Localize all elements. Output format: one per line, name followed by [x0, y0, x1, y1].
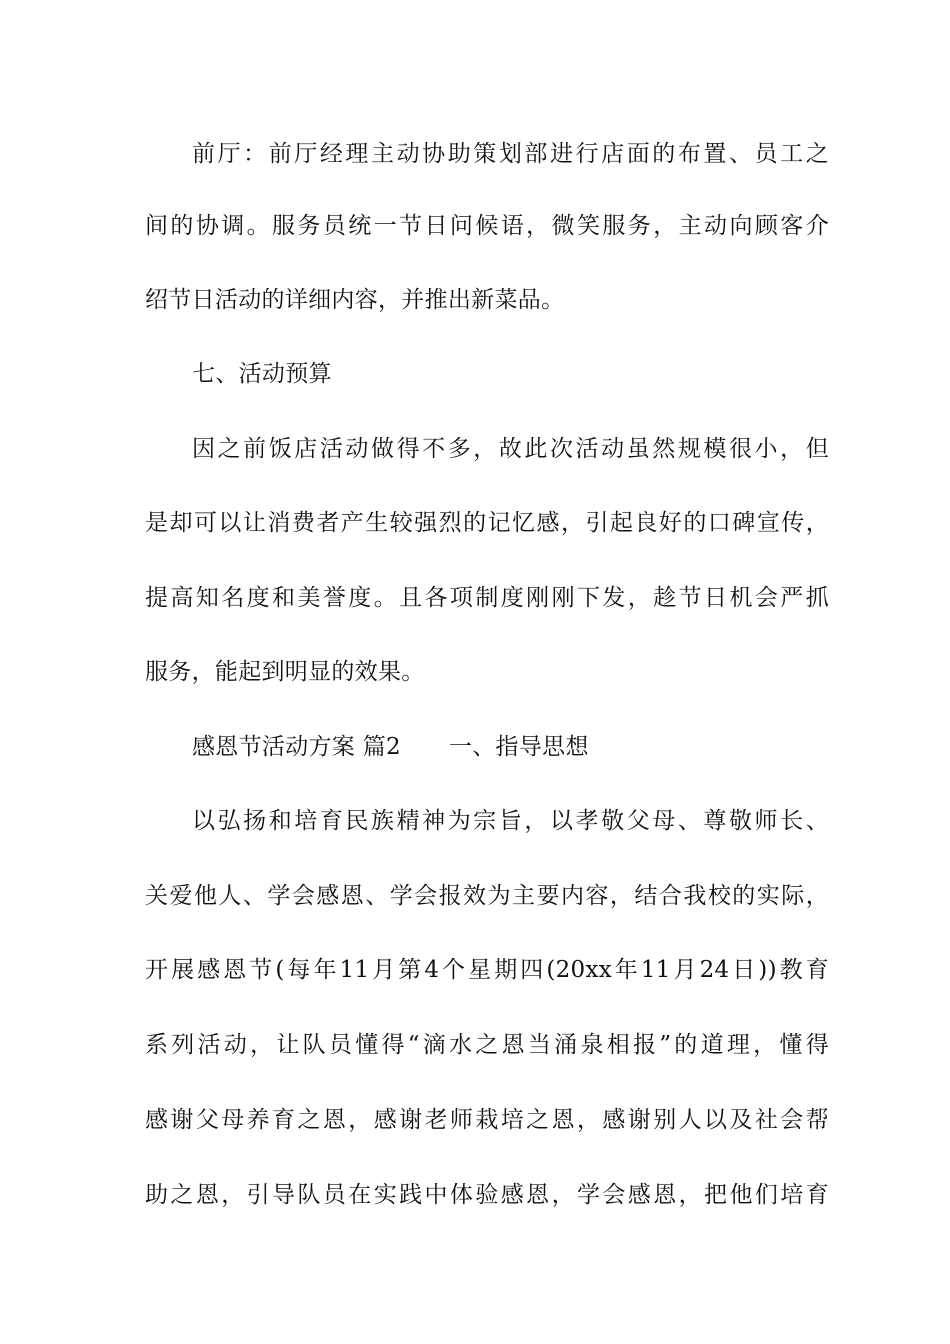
paragraph-ideology-line-5: 感谢父母养育之恩，感谢老师栽培之恩，感谢别人以及社会帮: [145, 1107, 829, 1133]
paragraph-budget-line-4: 服务，能起到明显的效果。: [145, 659, 425, 685]
paragraph-ideology-line-2: 关爱他人、学会感恩、学会报效为主要内容，结合我校的实际，: [145, 883, 829, 909]
paragraph-budget-line-2: 是却可以让消费者产生较强烈的记忆感，引起良好的口碑宣传，: [145, 510, 829, 536]
paragraph-ideology-line-6: 助之恩，引导队员在实践中体验感恩，学会感恩，把他们培育: [145, 1182, 829, 1208]
guiding-ideology-heading: 一、指导思想: [448, 734, 589, 760]
paragraph-budget-line-1: 因之前饭店活动做得不多，故此次活动虽然规模很小，但: [192, 436, 829, 462]
section-heading-plan-2: [192, 729, 892, 765]
paragraph-front-hall-line-1: 前厅：前厅经理主动协助策划部进行店面的布置、员工之: [192, 141, 829, 167]
paragraph-budget-line-3: 提高知名度和美誉度。且各项制度刚刚下发，趁节日机会严抓: [145, 585, 829, 611]
paragraph-front-hall-line-3: 绍节日活动的详细内容，并推出新菜品。: [145, 287, 565, 313]
paragraph-ideology-line-3: 开展感恩节(每年11月第4个星期四(20xx年11月24日))教育: [145, 957, 829, 983]
section-heading-budget: 七、活动预算: [192, 361, 332, 387]
plan-title: 感恩节活动方案 篇2: [192, 734, 401, 760]
paragraph-front-hall-line-2: 间的协调。服务员统一节日问候语，微笑服务，主动向顾客介: [145, 213, 829, 239]
paragraph-ideology-line-4: 系列活动，让队员懂得“滴水之恩当涌泉相报”的道理，懂得: [145, 1032, 829, 1058]
paragraph-ideology-line-1: 以弘扬和培育民族精神为宗旨，以孝敬父母、尊敬师长、: [192, 808, 829, 834]
